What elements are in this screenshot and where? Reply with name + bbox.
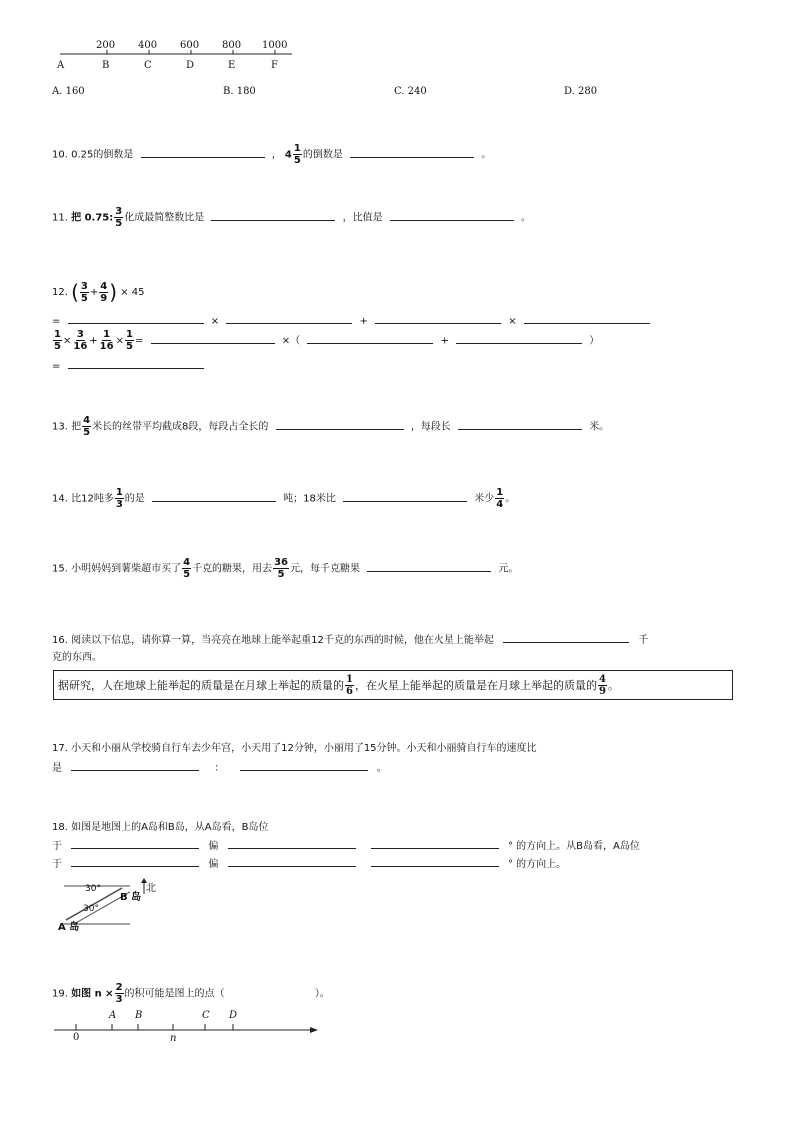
- north-label: 北: [146, 883, 156, 894]
- answer-blank[interactable]: [343, 489, 467, 502]
- answer-blank[interactable]: [524, 311, 650, 324]
- answer-blank[interactable]: [152, 489, 276, 502]
- answer-blank[interactable]: [211, 208, 335, 221]
- question-18: 18. 如图是地图上的A岛和B岛，从A岛看，B岛位: [52, 822, 269, 833]
- answer-blank[interactable]: [390, 208, 514, 221]
- choice-c[interactable]: C. 240: [394, 86, 427, 97]
- axis-label-n: n: [170, 1033, 177, 1044]
- island-a-label: A 岛: [58, 922, 80, 933]
- q9-point-label: F: [271, 60, 278, 71]
- q9-point-label: E: [228, 60, 236, 71]
- answer-blank[interactable]: [367, 559, 491, 572]
- choice-a[interactable]: A. 160: [52, 86, 85, 97]
- q9-point-label: D: [186, 60, 195, 71]
- question-text: ，比值是: [342, 212, 383, 224]
- answer-blank[interactable]: [240, 758, 368, 771]
- answer-blank[interactable]: [141, 145, 265, 158]
- answer-blank[interactable]: [458, 417, 582, 430]
- question-number: 17.: [52, 743, 68, 754]
- question-17: 17. 小天和小丽从学校骑自行车去少年宫，小天用了12分钟，小丽用了15分钟。小天和小丽骑自行车的速度比: [52, 743, 537, 754]
- answer-blank[interactable]: [503, 630, 629, 643]
- q9-scale-label: 400: [138, 40, 158, 51]
- answer-blank[interactable]: [375, 311, 501, 324]
- question-14: 14. 比12吨多 $\frac{1}{3}$ 的是 吨；18米比 米少 $\frac{1}{4}$ 。: [52, 487, 516, 510]
- q9-scale-label: 1000: [262, 40, 288, 51]
- answer-blank[interactable]: [151, 331, 275, 344]
- question-11: [52, 206, 531, 229]
- question-number: 19.: [52, 988, 68, 1000]
- answer-blank[interactable]: [456, 331, 582, 344]
- question-16: 16. 阅读以下信息，请你算一算，当亮亮在地球上能举起重12千克的东西的时候，他在火星上能举起 千: [52, 630, 648, 646]
- axis-label-c: C: [202, 1010, 210, 1021]
- q9-point-label: C: [144, 60, 152, 71]
- punctuation: 。: [520, 212, 531, 224]
- q9-scale-label: 600: [180, 40, 200, 51]
- answer-blank[interactable]: [228, 854, 356, 867]
- question-number: 10.: [52, 149, 68, 161]
- axis-label-d: D: [229, 1010, 238, 1021]
- question-number: 12.: [52, 287, 68, 298]
- question-text: 的倒数是: [302, 149, 343, 161]
- answer-blank[interactable]: [71, 758, 199, 771]
- question-number: 13.: [52, 421, 68, 433]
- axis-label-zero: 0: [73, 1032, 80, 1043]
- answer-blank[interactable]: [276, 417, 404, 430]
- question-15: 15. 小明妈妈到薯柴超市买了 $\frac{4}{5}$ 千克的糖果，用去 $\frac{36}{5}$ 元，每千克糖果 元。: [52, 557, 519, 580]
- question-number: 18.: [52, 822, 68, 833]
- choice-d[interactable]: D. 280: [564, 86, 598, 97]
- axis-label-a: A: [109, 1010, 117, 1021]
- choice-b[interactable]: B. 180: [223, 86, 256, 97]
- question-12-line2: = × + ×: [52, 311, 654, 327]
- question-text: × 45: [120, 287, 145, 298]
- question-13: 13. 把 $\frac{4}{5}$ 米长的丝带平均截成8段，每段占全长的 ，每段长 米。: [52, 415, 610, 438]
- angle-label: 30°: [83, 904, 99, 914]
- question-text: 把 0.75:: [71, 212, 114, 224]
- question-number: 14.: [52, 493, 68, 505]
- question-text: 化成最简整数比是: [124, 212, 205, 224]
- answer-blank[interactable]: [350, 145, 474, 158]
- fraction: $\frac{3}{5}$: [115, 206, 123, 229]
- question-number: 15.: [52, 563, 68, 575]
- question-text: 0.25的倒数是: [71, 149, 134, 161]
- question-18-line2: 于 偏 ° 的方向上。从B岛看，A岛位: [52, 836, 640, 852]
- info-box: 据研究，人在地球上能举起的质量是在月球上举起的质量的 $\frac{1}{6}$ ，在火星上能举起的质量是在月球上举起的质量的 $\frac{4}{9}$ 。: [53, 670, 733, 700]
- question-16-line2: 克的东西。: [52, 652, 102, 663]
- answer-blank[interactable]: [68, 356, 204, 369]
- question-17-line2: 是 ： 。: [52, 758, 387, 774]
- question-18-line3: 于 偏 ° 的方向上。: [52, 854, 566, 870]
- answer-blank[interactable]: [226, 311, 352, 324]
- question-12-line4: =: [52, 356, 208, 372]
- answer-blank[interactable]: [68, 311, 204, 324]
- answer-blank[interactable]: [371, 854, 499, 867]
- answer-blank[interactable]: [71, 836, 199, 849]
- answer-blank[interactable]: [228, 836, 356, 849]
- mixed-number-whole: 4: [284, 149, 292, 161]
- answer-blank[interactable]: [307, 331, 433, 344]
- question-number: 11.: [52, 212, 68, 224]
- island-b-label: B 岛: [120, 892, 142, 903]
- question-10: 10. 0.25的倒数是 ， 4 $\frac{1}{5}$ 的倒数是 。: [52, 143, 492, 166]
- answer-blank[interactable]: [371, 836, 499, 849]
- q9-point-label: B: [102, 60, 110, 71]
- q19-number-line: [52, 1020, 322, 1050]
- punctuation: 。: [481, 149, 492, 161]
- answer-blank[interactable]: [71, 854, 199, 867]
- angle-label: 30°: [85, 884, 101, 894]
- question-number: 16.: [52, 635, 68, 646]
- question-12-line3: $\frac{1}{5}$ × $\frac{3}{16}$ + $\frac{1}{16}$ × $\frac{1}{5}$ = ×（ + ）: [54, 329, 600, 352]
- q9-point-label: A: [57, 60, 65, 71]
- axis-label-b: B: [135, 1010, 143, 1021]
- question-19: 19. 如图 n × $\frac{2}{3}$ 的积可能是图上的点（ ）。: [52, 982, 330, 1005]
- q9-scale-label: 800: [222, 40, 242, 51]
- question-12-line1: 12. ( $\frac{3}{5}$ + $\frac{4}{9}$ ) × 45: [52, 280, 145, 304]
- fraction: $\frac{1}{5}$: [293, 143, 301, 166]
- q9-scale-label: 200: [96, 40, 116, 51]
